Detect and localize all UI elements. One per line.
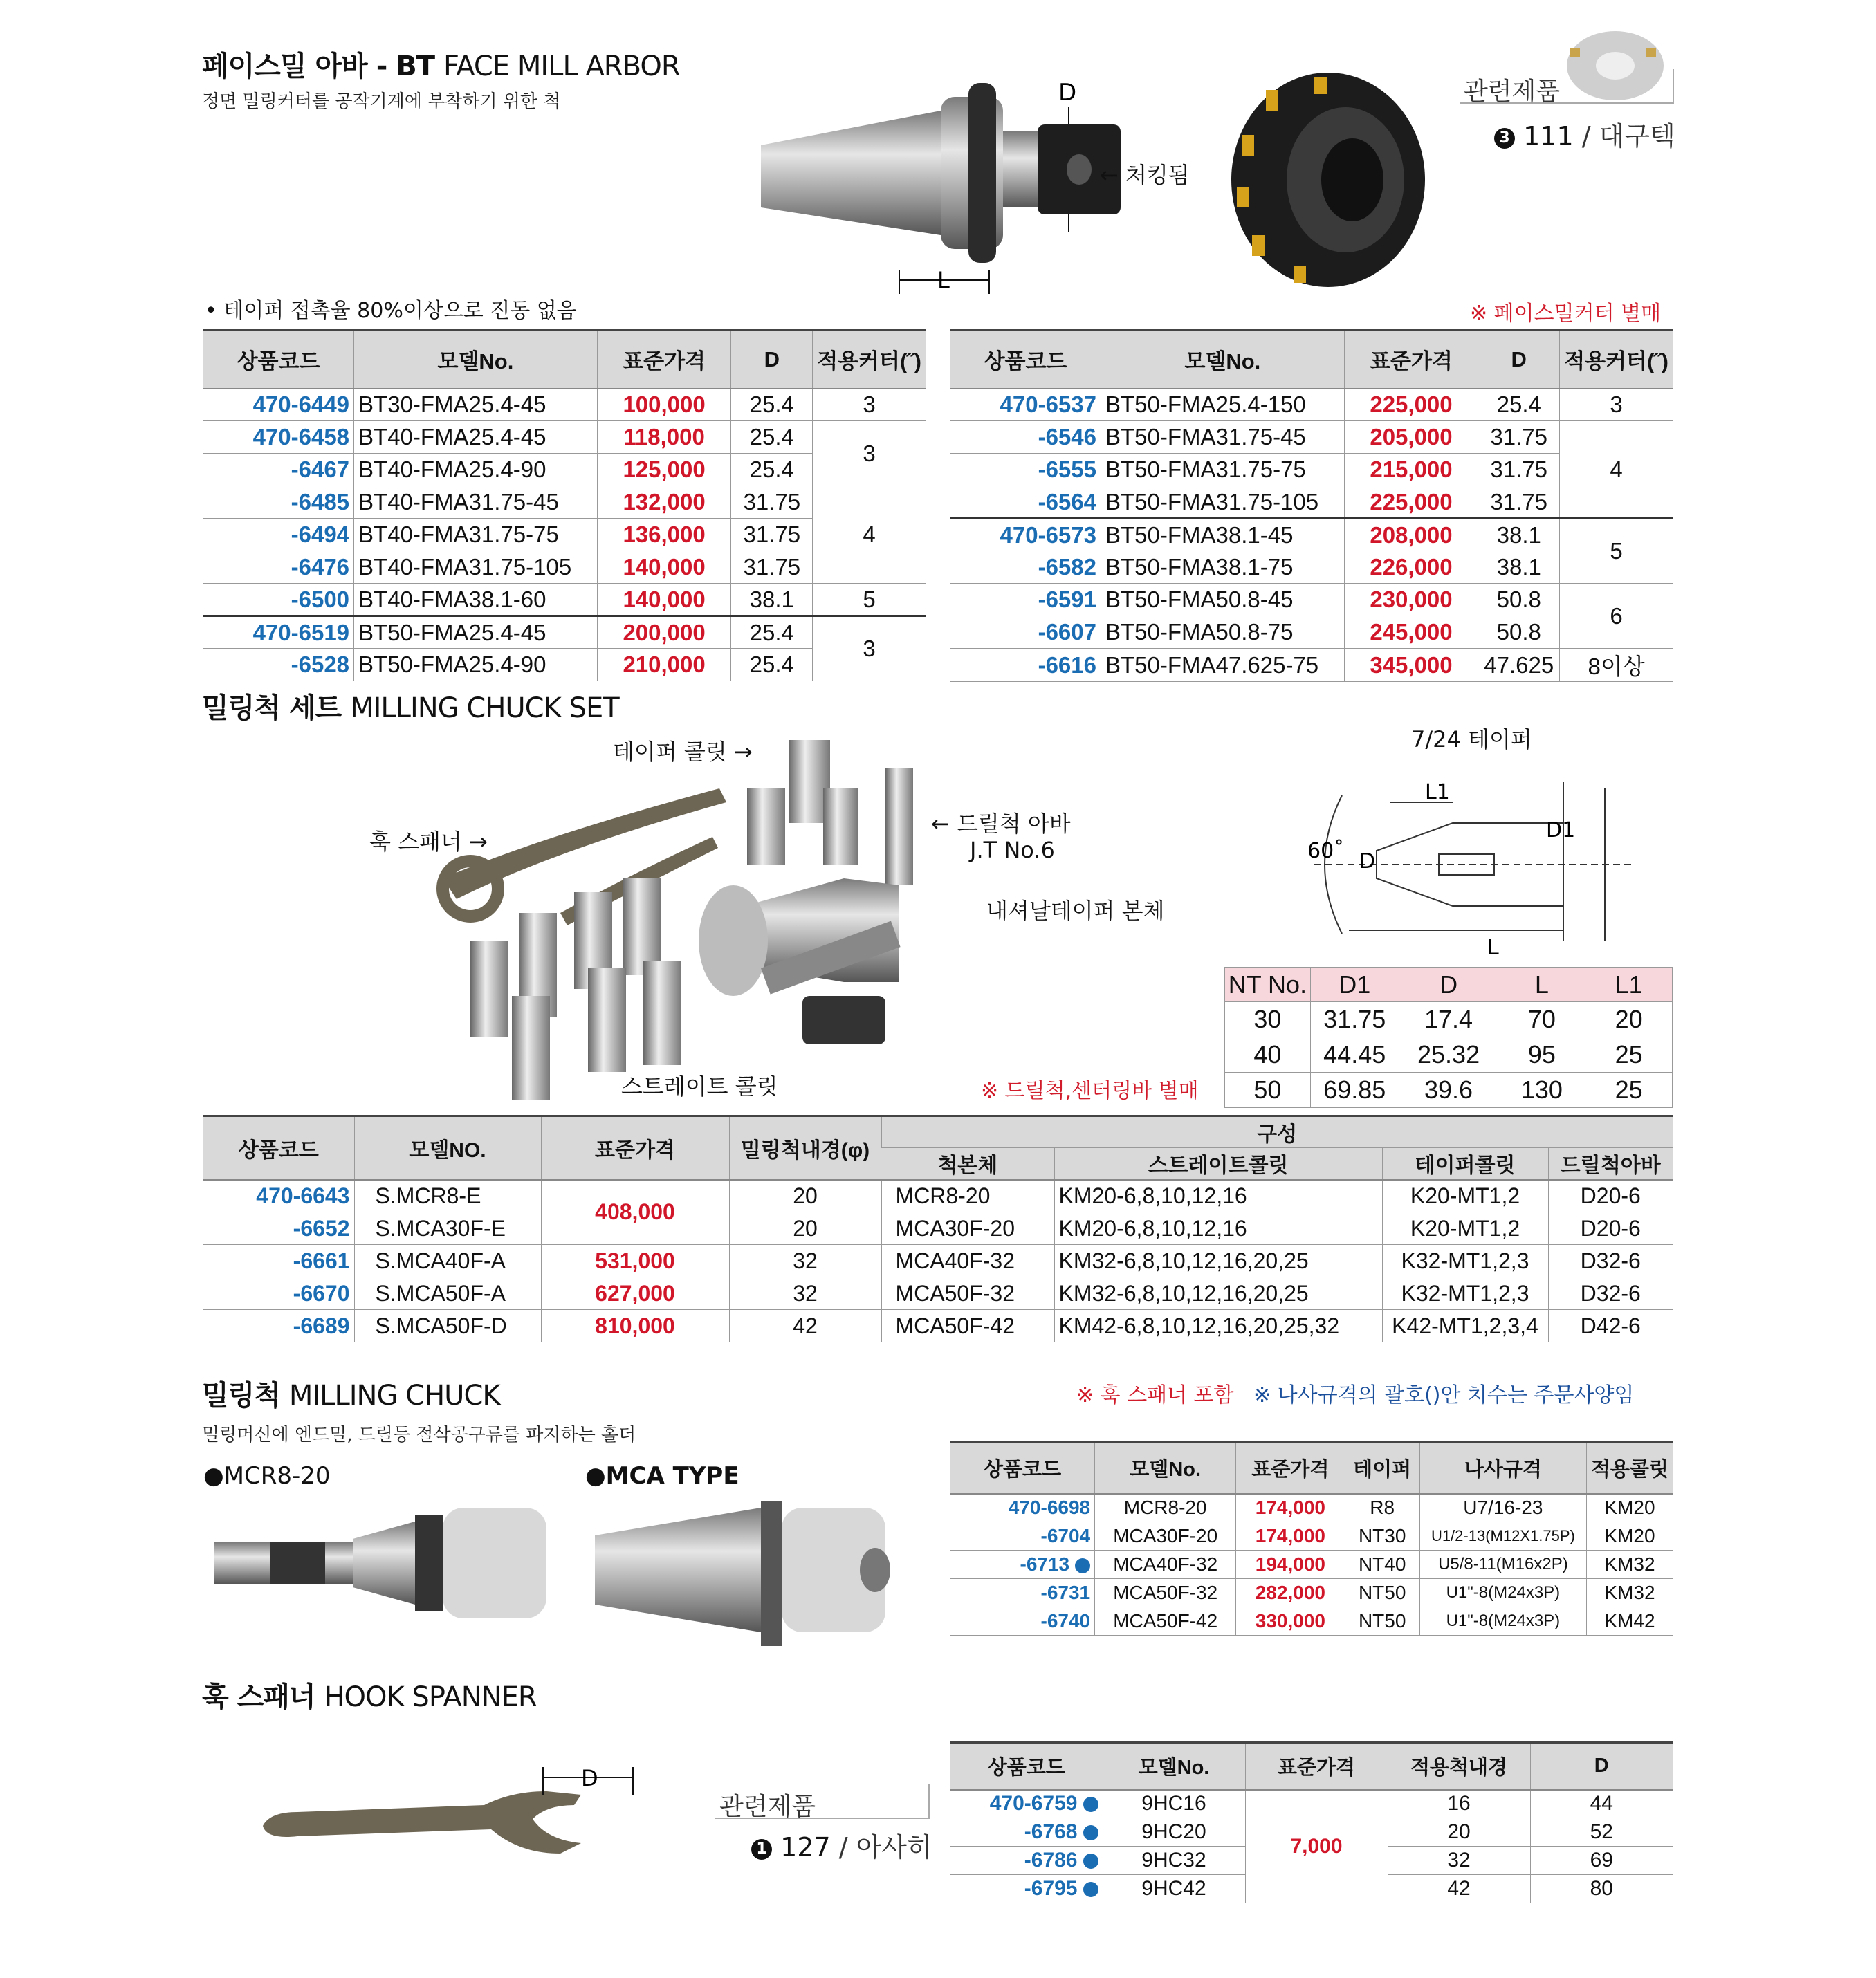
title-ko: 밀링척	[202, 1380, 280, 1412]
table-row: 40 44.45 25.32 95 25	[1225, 1037, 1673, 1073]
national-taper-body-callout: 내셔날테이퍼 본체	[986, 898, 1165, 924]
col-price: 표준가격	[597, 331, 731, 389]
table-row: -6528 BT50-FMA25.4-90 210,000 25.4	[203, 649, 926, 681]
face-cutter-note: ※ 페이스밀커터 별매	[1470, 302, 1662, 326]
table-row: -6494 BT40-FMA31.75-75 136,000 31.75	[203, 519, 926, 551]
col-code: 상품코드	[203, 331, 354, 389]
table-row: 470-6519 BT50-FMA25.4-45 200,000 25.4 3	[203, 616, 926, 649]
related-label: 관련제품	[719, 1793, 816, 1821]
mcr-label: ●MCR8-20	[203, 1462, 331, 1490]
straight-collet-callout: 스트레이트 콜릿	[621, 1073, 778, 1100]
col-price: 표준가격	[1344, 331, 1478, 389]
table-row: -6786 9HC32 32 69	[950, 1847, 1673, 1875]
table-row: -6740 MCA50F-42 330,000 NT50 U1"-8(M24x3P) KM42	[950, 1607, 1673, 1636]
diagram-d: D	[1359, 849, 1376, 874]
related-ref-1[interactable]	[1494, 115, 1675, 153]
col-body: 척본체	[881, 1148, 1054, 1180]
title-en: FACE MILL ARBOR	[443, 50, 680, 82]
table-row: 470-6759 9HC16 7,000 16 44	[950, 1790, 1673, 1818]
highlight-dot	[1083, 1882, 1098, 1897]
table-row: 470-6449 BT30-FMA25.4-45 100,000 25.4 3	[203, 389, 926, 421]
nt-col-nt: NT No.	[1225, 968, 1311, 1002]
col-inner: 적용척내경	[1388, 1743, 1530, 1790]
nt-col-l: L	[1498, 968, 1585, 1002]
col-group: 구성	[881, 1116, 1673, 1148]
table-row: -6731 MCA50F-32 282,000 NT50 U1"-8(M24x3P) KM32	[950, 1579, 1673, 1607]
milling-chuck-set-title	[202, 686, 619, 725]
related-brand: / 아사히	[838, 1832, 932, 1863]
arbor-d-callout: D	[1058, 79, 1077, 107]
highlight-dot	[1083, 1797, 1098, 1812]
drill-chuck-note: ※ 드릴척,센터링바 별매	[981, 1079, 1199, 1103]
col-model: 모델NO.	[354, 1116, 541, 1180]
col-price: 표준가격	[1236, 1443, 1345, 1494]
related-page: 127	[780, 1832, 831, 1863]
mca-label: ●MCA TYPE	[585, 1462, 739, 1490]
nt-col-d: D	[1399, 968, 1498, 1002]
table-row: -6795 9HC42 42 80	[950, 1875, 1673, 1903]
related-page: 111	[1523, 121, 1574, 151]
table-row: -6661 S.MCA40F-A 531,000 32 MCA40F-32 KM32-6,8,10,12,16,20,25 K32-MT1,2,3 D32-6	[203, 1245, 1673, 1277]
col-price: 표준가격	[541, 1116, 729, 1180]
table-row: -6670 S.MCA50F-A 627,000 32 MCA50F-32 KM32-6,8,10,12,16,20,25 K32-MT1,2,3 D32-6	[203, 1277, 1673, 1310]
col-taper: 테이퍼콜릿	[1382, 1148, 1548, 1180]
title-ko: 밀링척 세트	[202, 692, 342, 724]
col-drill: 드릴척아바	[1548, 1148, 1673, 1180]
related-label: 관련제품	[1464, 77, 1561, 106]
highlight-dot	[1075, 1558, 1090, 1573]
diagram-d1: D1	[1546, 818, 1576, 842]
face-mill-table-right	[950, 329, 1673, 682]
highlight-dot	[1083, 1854, 1098, 1869]
insert-cutter-icon	[1563, 28, 1667, 104]
col-cutter: 적용커터(˝)	[1560, 331, 1673, 389]
col-taper: 테이퍼	[1345, 1443, 1419, 1494]
face-mill-arbor-photo	[747, 69, 1134, 297]
highlight-dot	[1083, 1825, 1098, 1840]
table-row: -6582 BT50-FMA38.1-75 226,000 38.1	[950, 551, 1673, 584]
hook-spanner-table	[950, 1741, 1673, 1903]
mca-chuck-photo	[588, 1494, 892, 1653]
face-mill-table-left	[203, 329, 926, 681]
table-row: -6713 MCA40F-32 194,000 NT40 U5/8-11(M16x2P) KM32	[950, 1551, 1673, 1579]
arbor-l-callout: L	[937, 267, 950, 293]
milling-chuck-set-photo	[429, 733, 1051, 1107]
thread-spec-note: ※ 나사규격의 괄호()안 치수는 주문사양임	[1253, 1383, 1635, 1407]
nt-dimension-table	[1224, 967, 1673, 1108]
taper-diagram	[1300, 761, 1646, 961]
mcr-chuck-photo	[208, 1501, 553, 1625]
nt-col-l1: L1	[1585, 968, 1673, 1002]
face-mill-arbor-subtitle: 정면 밀링커터를 공작기계에 부착하기 위한 척	[202, 91, 561, 112]
col-d: D	[1530, 1743, 1673, 1790]
table-row: -6500 BT40-FMA38.1-60 140,000 38.1 5	[203, 584, 926, 616]
col-d: D	[1478, 331, 1560, 389]
col-collet: 적용콜릿	[1586, 1443, 1673, 1494]
table-row: 470-6643 S.MCR8-E 408,000 20 MCR8-20 KM20-6,8,10,12,16 K20-MT1,2 D20-6	[203, 1180, 1673, 1212]
col-code: 상품코드	[203, 1116, 354, 1180]
col-code: 상품코드	[950, 331, 1101, 389]
table-row: -6607 BT50-FMA50.8-75 245,000 50.8	[950, 616, 1673, 649]
related-number-badge: 3	[1494, 128, 1515, 149]
related-brand: / 대구텍	[1581, 121, 1675, 151]
face-mill-arbor-title	[202, 44, 680, 84]
taper-contact-bullet: • 테이퍼 접촉율 80%이상으로 진동 없음	[205, 299, 577, 323]
table-row: -6546 BT50-FMA31.75-45 205,000 31.75 4	[950, 421, 1673, 454]
related-number-badge: 1	[751, 1839, 772, 1860]
hook-spanner-photo	[256, 1764, 643, 1860]
hook-spanner-callout: 훅 스패너 →	[369, 829, 488, 855]
diagram-l: L	[1487, 936, 1499, 960]
taper-collet-callout: 테이퍼 콜릿 →	[613, 739, 753, 765]
col-code: 상품코드	[950, 1443, 1095, 1494]
table-row: 470-6537 BT50-FMA25.4-150 225,000 25.4 3	[950, 389, 1673, 421]
table-row: -6704 MCA30F-20 174,000 NT30 U1/2-13(M12X1.75P) KM20	[950, 1522, 1673, 1551]
title-en: MILLING CHUCK SET	[350, 692, 619, 724]
table-row: -6616 BT50-FMA47.625-75 345,000 47.625 8이상	[950, 649, 1673, 682]
hook-spanner-included-note: ※ 훅 스패너 포함	[1076, 1383, 1234, 1407]
spanner-d-callout: D	[581, 1765, 598, 1791]
title-ko: 훅 스패너	[202, 1681, 315, 1713]
table-row: 470-6573 BT50-FMA38.1-45 208,000 38.1 5	[950, 519, 1673, 551]
table-row: 470-6698 MCR8-20 174,000 R8 U7/16-23 KM20	[950, 1494, 1673, 1522]
milling-chuck-table	[950, 1441, 1673, 1636]
table-row: -6591 BT50-FMA50.8-45 230,000 50.8 6	[950, 584, 1673, 616]
table-row: -6564 BT50-FMA31.75-105 225,000 31.75	[950, 486, 1673, 519]
hook-spanner-title	[202, 1675, 537, 1714]
diagram-l1: L1	[1425, 780, 1450, 804]
col-thread: 나사규격	[1419, 1443, 1586, 1494]
table-row: -6652 S.MCA30F-E 20 MCA30F-20 KM20-6,8,10,12,16 K20-MT1,2 D20-6	[203, 1212, 1673, 1245]
table-row: 50 69.85 39.6 130 25	[1225, 1073, 1673, 1108]
related-ref-2[interactable]	[751, 1826, 932, 1864]
title-ko: 페이스밀 아바 - BT	[202, 50, 434, 82]
col-price: 표준가격	[1245, 1743, 1388, 1790]
nt-col-d1: D1	[1310, 968, 1399, 1002]
title-en: MILLING CHUCK	[288, 1380, 500, 1412]
col-inner: 밀링척내경(φ)	[729, 1116, 881, 1180]
table-row: -6485 BT40-FMA31.75-45 132,000 31.75 4	[203, 486, 926, 519]
col-cutter: 적용커터(˝)	[813, 331, 926, 389]
col-model: 모델No.	[1103, 1743, 1245, 1790]
col-code: 상품코드	[950, 1743, 1103, 1790]
table-row: -6689 S.MCA50F-D 810,000 42 MCA50F-42 KM42-6,8,10,12,16,20,25,32 K42-MT1,2,3,4 D42-6	[203, 1310, 1673, 1342]
milling-chuck-title	[202, 1374, 500, 1413]
chucking-callout: ← 처킹됨	[1100, 162, 1190, 188]
face-mill-cutter-photo	[1224, 69, 1439, 290]
table-row: -6768 9HC20 20 52	[950, 1818, 1673, 1847]
col-model: 모델No.	[1101, 331, 1344, 389]
col-model: 모델No.	[354, 331, 598, 389]
jt-callout: J.T No.6	[970, 837, 1055, 863]
table-row: -6476 BT40-FMA31.75-105 140,000 31.75	[203, 551, 926, 584]
table-row: 30 31.75 17.4 70 20	[1225, 1002, 1673, 1037]
title-en: HOOK SPANNER	[324, 1681, 537, 1713]
table-row: -6555 BT50-FMA31.75-75 215,000 31.75	[950, 454, 1673, 486]
milling-chuck-subtitle: 밀링머신에 엔드밀, 드릴등 절삭공구류를 파지하는 홀더	[202, 1425, 636, 1445]
col-d: D	[731, 331, 813, 389]
related-product-box	[715, 1784, 930, 1819]
related-product-box	[1460, 69, 1674, 104]
col-model: 모델No.	[1095, 1443, 1236, 1494]
diagram-title: 7/24 테이퍼	[1411, 726, 1532, 752]
drill-arbor-callout: ← 드릴척 아바	[931, 811, 1071, 837]
table-row: -6467 BT40-FMA25.4-90 125,000 25.4	[203, 454, 926, 486]
chuck-set-table	[203, 1115, 1673, 1342]
diagram-60: 60˚	[1307, 839, 1345, 863]
table-row: 470-6458 BT40-FMA25.4-45 118,000 25.4 3	[203, 421, 926, 454]
col-straight: 스트레이트콜릿	[1054, 1148, 1382, 1180]
